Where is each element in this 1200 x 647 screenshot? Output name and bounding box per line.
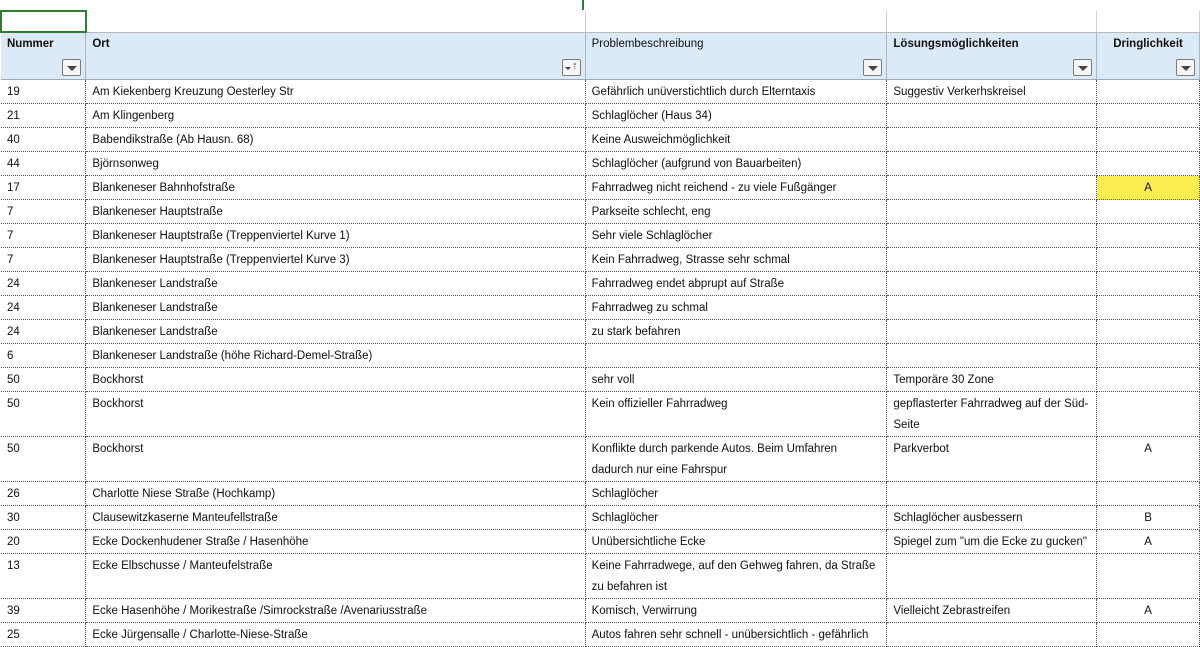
- cell-problem[interactable]: Fahrradweg endet abprupt auf Straße: [585, 272, 887, 296]
- cell-nummer[interactable]: 7: [1, 200, 86, 224]
- cell-ort[interactable]: Bockhorst: [86, 437, 585, 482]
- cell-ort[interactable]: Blankeneser Hauptstraße: [86, 200, 585, 224]
- table-row: [1, 224, 1200, 248]
- cell-problem[interactable]: zu stark befahren: [585, 320, 887, 344]
- cell-problem[interactable]: Unübersichtliche Ecke: [585, 530, 887, 554]
- cell-nummer[interactable]: 25: [1, 623, 86, 647]
- cell-dringlichkeit[interactable]: [1097, 128, 1200, 152]
- cell-dringlichkeit[interactable]: [1097, 296, 1200, 320]
- cell-dringlichkeit[interactable]: [1097, 272, 1200, 296]
- cell-dringlichkeit[interactable]: [1097, 368, 1200, 392]
- cell-ort[interactable]: Ecke Jürgensalle / Charlotte-Niese-Straße: [86, 623, 585, 647]
- cell-ort[interactable]: Am Klingenberg: [86, 104, 585, 128]
- cell-nummer[interactable]: 30: [1, 506, 86, 530]
- cell-dringlichkeit[interactable]: [1097, 482, 1200, 506]
- cell-dringlichkeit[interactable]: [1097, 152, 1200, 176]
- cell-nummer[interactable]: 50: [1, 368, 86, 392]
- cell-problem[interactable]: Gefährlich unüverstichtlich durch Elterntaxis: [585, 80, 887, 104]
- cell-loesung[interactable]: Temporäre 30 Zone: [887, 368, 1097, 392]
- header-label: Nummer: [7, 38, 54, 50]
- cell-loesung[interactable]: [887, 248, 1097, 272]
- header-label: Ort: [92, 37, 110, 50]
- cell-loesung[interactable]: Parkverbot: [887, 437, 1097, 482]
- cell-nummer[interactable]: 50: [1, 392, 86, 437]
- cell-loesung[interactable]: [887, 344, 1097, 368]
- data-table: [0, 10, 1200, 647]
- cell[interactable]: [86, 11, 585, 32]
- cell-ort[interactable]: Blankeneser Hauptstraße (Treppenviertel Kurve 3): [86, 248, 585, 272]
- cell-nummer[interactable]: 39: [1, 599, 86, 623]
- cell[interactable]: [887, 11, 1097, 32]
- filter-dropdown-icon[interactable]: [1073, 59, 1092, 76]
- cell-dringlichkeit[interactable]: A: [1097, 530, 1200, 554]
- cell-problem[interactable]: Schlaglöcher (Haus 34): [585, 104, 887, 128]
- cell-loesung[interactable]: [887, 623, 1097, 647]
- cell-dringlichkeit[interactable]: [1097, 344, 1200, 368]
- cell-problem[interactable]: Keine Ausweichmöglichkeit: [585, 128, 887, 152]
- cell-loesung[interactable]: [887, 224, 1097, 248]
- header-label: Dringlichkeit: [1113, 37, 1183, 50]
- cell-nummer[interactable]: 20: [1, 530, 86, 554]
- cell-nummer[interactable]: 24: [1, 272, 86, 296]
- table-row: [1, 296, 1200, 320]
- cell-nummer[interactable]: 26: [1, 482, 86, 506]
- cell-ort[interactable]: Blankeneser Bahnhofstraße: [86, 176, 585, 200]
- cell-problem[interactable]: Autos fahren sehr schnell - unübersichtlich - gefährlich: [585, 623, 887, 647]
- table-row: [1, 272, 1200, 296]
- cell-loesung[interactable]: Suggestiv Verkerhskreisel: [887, 80, 1097, 104]
- cell-loesung[interactable]: [887, 176, 1097, 200]
- cell-ort[interactable]: Bockhorst: [86, 392, 585, 437]
- cell-nummer[interactable]: 19: [1, 80, 86, 104]
- cell-ort[interactable]: Ecke Elbschusse / Manteufelstraße: [86, 554, 585, 599]
- cell-dringlichkeit[interactable]: [1097, 392, 1200, 437]
- cell-dringlichkeit[interactable]: A: [1097, 437, 1200, 482]
- filter-dropdown-icon[interactable]: [863, 59, 882, 76]
- cell-problem[interactable]: Schlaglöcher: [585, 506, 887, 530]
- cell-loesung[interactable]: [887, 482, 1097, 506]
- cell-nummer[interactable]: 24: [1, 296, 86, 320]
- table-row: [1, 623, 1200, 647]
- header-problem[interactable]: [585, 32, 887, 80]
- table-row: [1, 248, 1200, 272]
- cell-nummer[interactable]: 21: [1, 104, 86, 128]
- cell-problem[interactable]: Parkseite schlecht, eng: [585, 200, 887, 224]
- cell-dringlichkeit[interactable]: A: [1097, 599, 1200, 623]
- cell-dringlichkeit[interactable]: [1097, 320, 1200, 344]
- table-row: [1, 554, 1200, 599]
- table-row: [1, 437, 1200, 482]
- cell-loesung[interactable]: [887, 554, 1097, 599]
- header-nummer[interactable]: [1, 32, 86, 80]
- table-row: [1, 200, 1200, 224]
- cell-problem[interactable]: Fahrradweg zu schmal: [585, 296, 887, 320]
- cell-dringlichkeit[interactable]: [1097, 200, 1200, 224]
- table-row: [1, 152, 1200, 176]
- table-row: [1, 530, 1200, 554]
- cell-loesung[interactable]: Vielleicht Zebrastreifen: [887, 599, 1097, 623]
- table-row: [1, 506, 1200, 530]
- cell-loesung[interactable]: [887, 272, 1097, 296]
- table-row: [1, 320, 1200, 344]
- cell-problem[interactable]: Komisch, Verwirrung: [585, 599, 887, 623]
- table-row: [1, 128, 1200, 152]
- cell-ort[interactable]: Blankeneser Landstraße: [86, 272, 585, 296]
- cell-ort[interactable]: Blankeneser Landstraße: [86, 320, 585, 344]
- cell-nummer[interactable]: 7: [1, 248, 86, 272]
- cell-dringlichkeit[interactable]: [1097, 554, 1200, 599]
- cell-nummer[interactable]: 40: [1, 128, 86, 152]
- cell-ort[interactable]: Ecke Dockenhudener Straße / Hasenhöhe: [86, 530, 585, 554]
- table-row: [1, 80, 1200, 104]
- cell-loesung[interactable]: [887, 296, 1097, 320]
- cell-loesung[interactable]: Spiegel zum "um die Ecke zu gucken": [887, 530, 1097, 554]
- cell-ort[interactable]: Babendikstraße (Ab Hausn. 68): [86, 128, 585, 152]
- table-row: [1, 599, 1200, 623]
- cell-ort[interactable]: Am Kiekenberg Kreuzung Oesterley Str: [86, 80, 585, 104]
- cell-ort[interactable]: Blankeneser Landstraße: [86, 296, 585, 320]
- cell-ort[interactable]: Charlotte Niese Straße (Hochkamp): [86, 482, 585, 506]
- header-dringlichkeit[interactable]: [1097, 32, 1200, 80]
- cell-nummer[interactable]: 17: [1, 176, 86, 200]
- cell-problem[interactable]: Sehr viele Schlaglöcher: [585, 224, 887, 248]
- cell-loesung[interactable]: [887, 128, 1097, 152]
- cell-problem[interactable]: Schlaglöcher (aufgrund von Bauarbeiten): [585, 152, 887, 176]
- cell-dringlichkeit[interactable]: B: [1097, 506, 1200, 530]
- cell-ort[interactable]: Blankeneser Hauptstraße (Treppenviertel Kurve 1): [86, 224, 585, 248]
- filter-dropdown-icon[interactable]: [1176, 59, 1195, 76]
- cell-problem[interactable]: Keine Fahrradwege, auf den Gehweg fahren, da Straße zu befahren ist: [585, 554, 887, 599]
- cell[interactable]: [585, 11, 887, 32]
- header-ort[interactable]: [86, 32, 585, 80]
- cell-ort[interactable]: Björnsonweg: [86, 152, 585, 176]
- header-label: Problembeschreibung: [591, 37, 704, 50]
- cell-nummer[interactable]: 44: [1, 152, 86, 176]
- header-row: [1, 32, 1200, 80]
- table-row: [1, 104, 1200, 128]
- cell-dringlichkeit[interactable]: [1097, 248, 1200, 272]
- cell-nummer[interactable]: 7: [1, 224, 86, 248]
- cell-dringlichkeit[interactable]: [1097, 623, 1200, 647]
- table-row: [1, 344, 1200, 368]
- cell-ort[interactable]: Clausewitzkaserne Manteufellstraße: [86, 506, 585, 530]
- table-row: [1, 482, 1200, 506]
- cell-nummer[interactable]: 6: [1, 344, 86, 368]
- cell-loesung[interactable]: [887, 320, 1097, 344]
- sort-ascending-filter-icon[interactable]: [562, 59, 581, 76]
- cell-problem[interactable]: Kein offizieller Fahrradweg: [585, 392, 887, 437]
- cell-loesung[interactable]: Schlaglöcher ausbessern: [887, 506, 1097, 530]
- header-loesung[interactable]: [887, 32, 1097, 80]
- cell-problem[interactable]: [585, 344, 887, 368]
- column-selection-marker: [582, 0, 584, 10]
- empty-row: [1, 11, 1200, 32]
- cell-dringlichkeit[interactable]: [1097, 80, 1200, 104]
- cell-problem[interactable]: Konflikte durch parkende Autos. Beim Umfahren dadurch nur eine Fahrspur: [585, 437, 887, 482]
- cell-ort[interactable]: Bockhorst: [86, 368, 585, 392]
- selected-cell[interactable]: [1, 11, 86, 32]
- filter-dropdown-icon[interactable]: [62, 59, 81, 76]
- cell-loesung[interactable]: [887, 104, 1097, 128]
- cell-ort[interactable]: Ecke Hasenhöhe / Morikestraße /Simrockstraße /Avenariusstraße: [86, 599, 585, 623]
- table-row: [1, 392, 1200, 437]
- header-label: Lösungsmöglichkeiten: [893, 37, 1019, 50]
- cell-nummer[interactable]: 13: [1, 554, 86, 599]
- table-row: [1, 368, 1200, 392]
- cell[interactable]: [1097, 11, 1200, 32]
- cell-problem[interactable]: Fahrradweg nicht reichend - zu viele Fußgänger: [585, 176, 887, 200]
- cell-nummer[interactable]: 24: [1, 320, 86, 344]
- cell-loesung[interactable]: [887, 200, 1097, 224]
- cell-dringlichkeit[interactable]: [1097, 104, 1200, 128]
- cell-loesung[interactable]: [887, 152, 1097, 176]
- cell-loesung[interactable]: gepflasterter Fahrradweg auf der Süd-Seite: [887, 392, 1097, 437]
- cell-dringlichkeit[interactable]: A: [1097, 176, 1200, 200]
- cell-nummer[interactable]: 50: [1, 437, 86, 482]
- cell-problem[interactable]: Kein Fahrradweg, Strasse sehr schmal: [585, 248, 887, 272]
- cell-dringlichkeit[interactable]: [1097, 224, 1200, 248]
- cell-ort[interactable]: Blankeneser Landstraße (höhe Richard-Demel-Straße): [86, 344, 585, 368]
- table-row: [1, 176, 1200, 200]
- cell-problem[interactable]: sehr voll: [585, 368, 887, 392]
- cell-problem[interactable]: Schlaglöcher: [585, 482, 887, 506]
